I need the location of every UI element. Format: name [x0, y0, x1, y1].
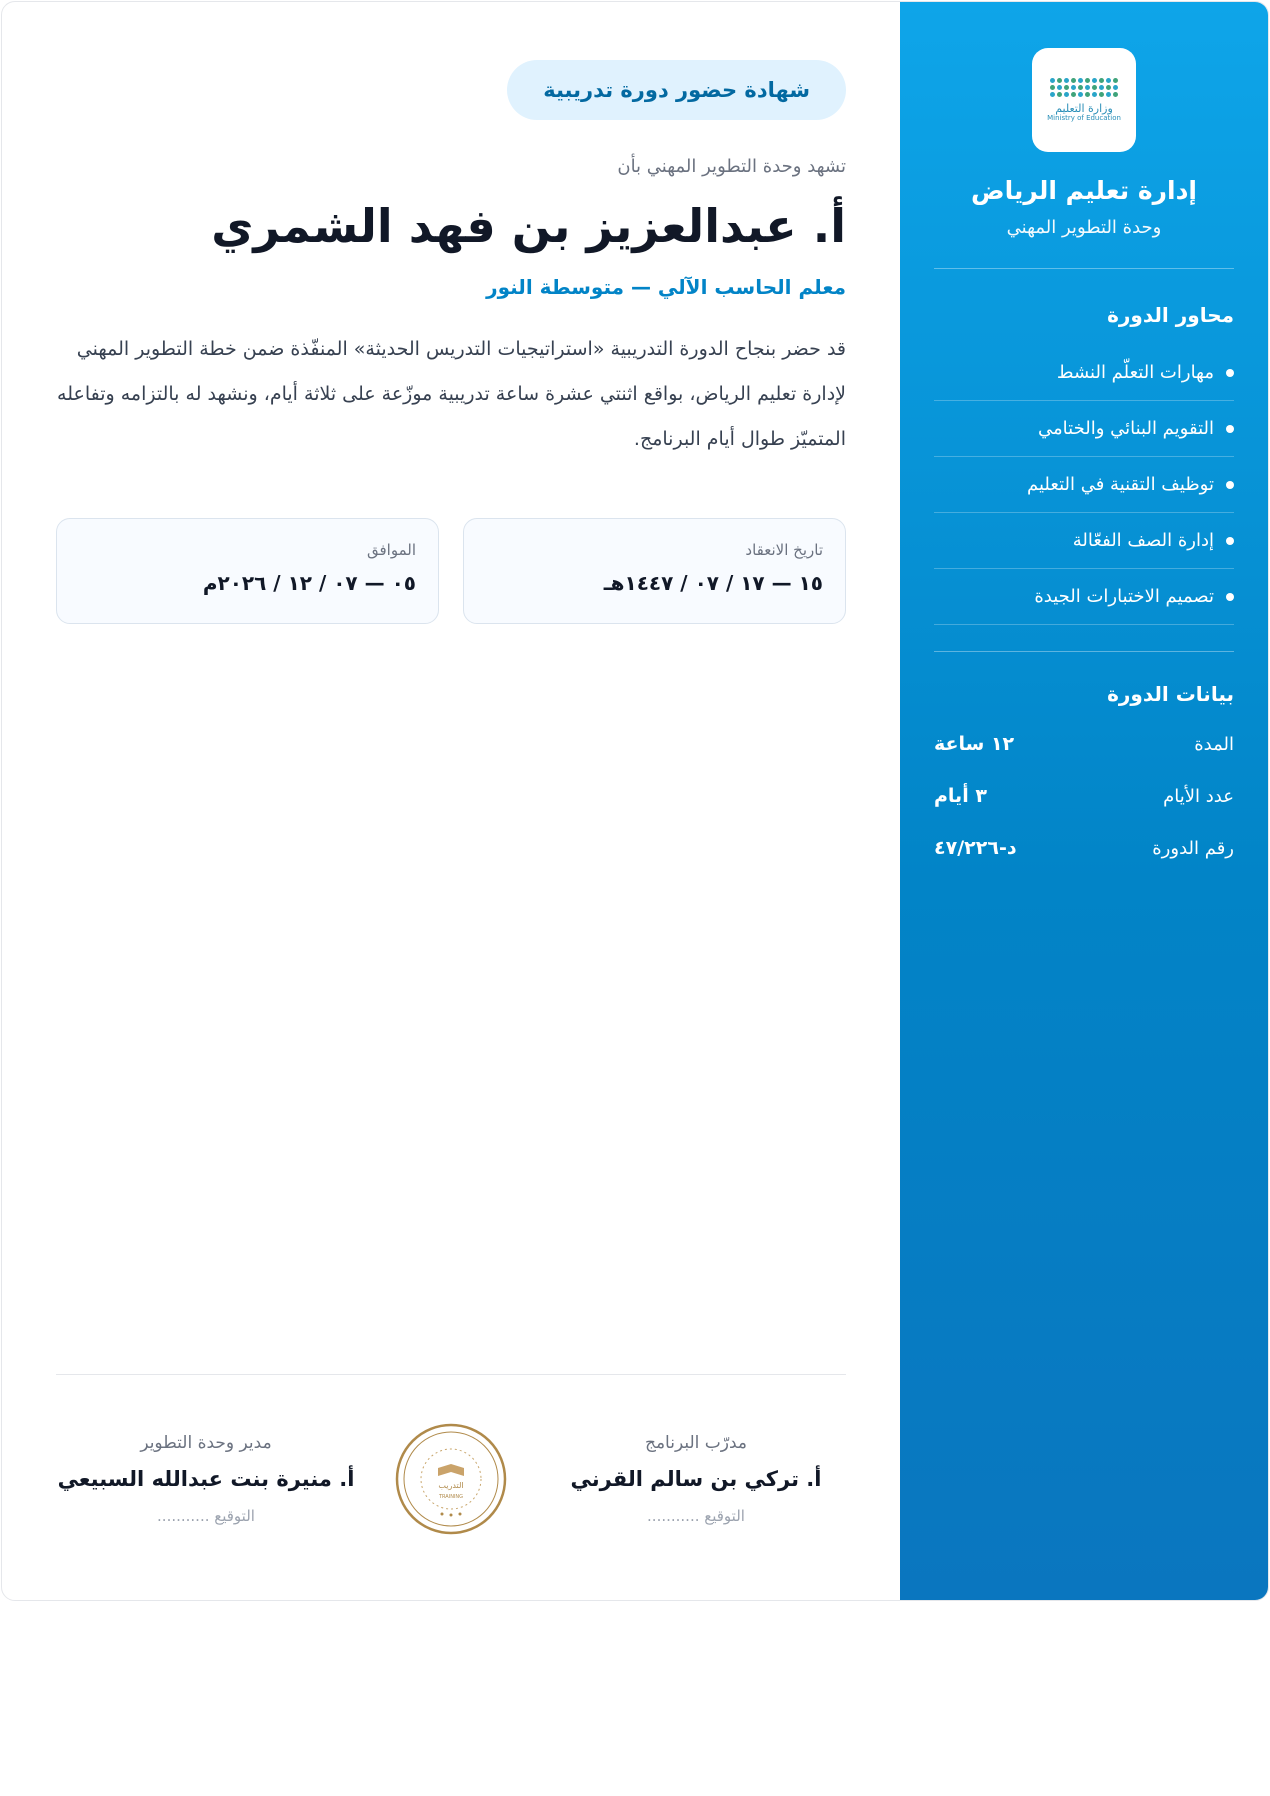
bullet-icon [1226, 425, 1234, 433]
axis-item [934, 345, 1234, 401]
hijri-date-value: ١٥ — ١٧ / ٠٧ / ١٤٤٧هـ [603, 571, 823, 595]
seal-center-text: التدريب [438, 1481, 464, 1490]
axis-item [934, 401, 1234, 457]
recipient-name: أ. عبدالعزيز بن فهد الشمري [211, 199, 846, 253]
axis-label: تصميم الاختبارات الجيدة [1034, 586, 1214, 607]
axis-item [934, 513, 1234, 569]
logo-english-text: Ministry of Education [1047, 113, 1121, 122]
axis-item [934, 569, 1234, 625]
certificate-body: قد حضر بنجاح الدورة التدريبية «استراتيجيات التدريس الحديثة» المنفّذة ضمن خطة التطوير المهني لإدارة تعليم الرياض، بواقع اثنتي عشرة ساعة تدريبية موزّعة على ثلاثة أيام، ونشهد له بالتزامه وتفاعله المتميّز طوال أيام البرنامج. [57, 338, 846, 450]
axis-label: إدارة الصف الفعّالة [1072, 530, 1214, 551]
department-title: إدارة تعليم الرياض [971, 176, 1197, 205]
hijri-date-card [463, 518, 846, 624]
seal-stamp-icon [394, 1422, 508, 1536]
director-name: أ. منيرة بنت عبدالله السبيعي [57, 1467, 355, 1491]
main-content [2, 2, 900, 1600]
gregorian-date-card [56, 518, 439, 624]
axes-list [934, 345, 1234, 625]
axes-heading: محاور الدورة [1107, 303, 1234, 327]
signatures-divider [56, 1374, 846, 1375]
info-row-course-number [934, 822, 1234, 874]
trainer-sign-line: التوقيع ........... [647, 1507, 745, 1525]
info-row-duration [934, 718, 1234, 770]
info-row-days [934, 770, 1234, 822]
gregorian-date-value: ٠٥ — ٠٧ / ١٢ / ٢٠٢٦م [202, 571, 416, 595]
info-heading: بيانات الدورة [1107, 682, 1234, 706]
bullet-icon [1226, 481, 1234, 489]
info-label: رقم الدورة [1152, 837, 1234, 859]
bullet-icon [1226, 537, 1234, 545]
ministry-logo [1032, 48, 1136, 152]
director-sign-line: التوقيع ........... [157, 1507, 255, 1525]
info-label: المدة [1194, 733, 1234, 755]
intro-text: تشهد وحدة التطوير المهني بأن [617, 156, 846, 177]
info-label: عدد الأيام [1163, 785, 1234, 807]
axis-item [934, 457, 1234, 513]
signatures [56, 1422, 846, 1536]
axis-label: توظيف التقنية في التعليم [1027, 474, 1214, 495]
date-cards [56, 518, 846, 624]
info-value: د-٤٧/٢٢٦ [934, 837, 1017, 859]
bullet-icon [1226, 369, 1234, 377]
info-value: ١٢ ساعة [934, 733, 1015, 755]
hijri-date-label: تاريخ الانعقاد [745, 541, 823, 559]
director-title: مدير وحدة التطوير [140, 1433, 272, 1453]
gregorian-date-label: الموافق [366, 541, 416, 559]
sidebar-divider [934, 651, 1234, 652]
recipient-role: معلم الحاسب الآلي — متوسطة النور [486, 275, 846, 299]
seal-sub-text: TRAINING [438, 1494, 464, 1500]
logo-dots-icon [1050, 78, 1118, 97]
trainer-signature [546, 1433, 846, 1525]
sidebar-divider [934, 268, 1234, 269]
trainer-title: مدرّب البرنامج [644, 1433, 748, 1453]
info-value: ٣ أيام [934, 785, 987, 807]
certificate-type-badge: شهادة حضور دورة تدريبية [507, 60, 846, 120]
trainer-name: أ. تركي بن سالم القرني [570, 1467, 822, 1491]
director-signature [56, 1433, 356, 1525]
unit-subtitle: وحدة التطوير المهني [1006, 217, 1162, 238]
axis-label: مهارات التعلّم النشط [1056, 362, 1214, 383]
axis-label: التقويم البنائي والختامي [1038, 418, 1214, 439]
logo-arabic-text: وزارة التعليم [1055, 101, 1113, 115]
certificate [1, 1, 1269, 1601]
bullet-icon [1226, 593, 1234, 601]
sidebar [900, 2, 1268, 1600]
